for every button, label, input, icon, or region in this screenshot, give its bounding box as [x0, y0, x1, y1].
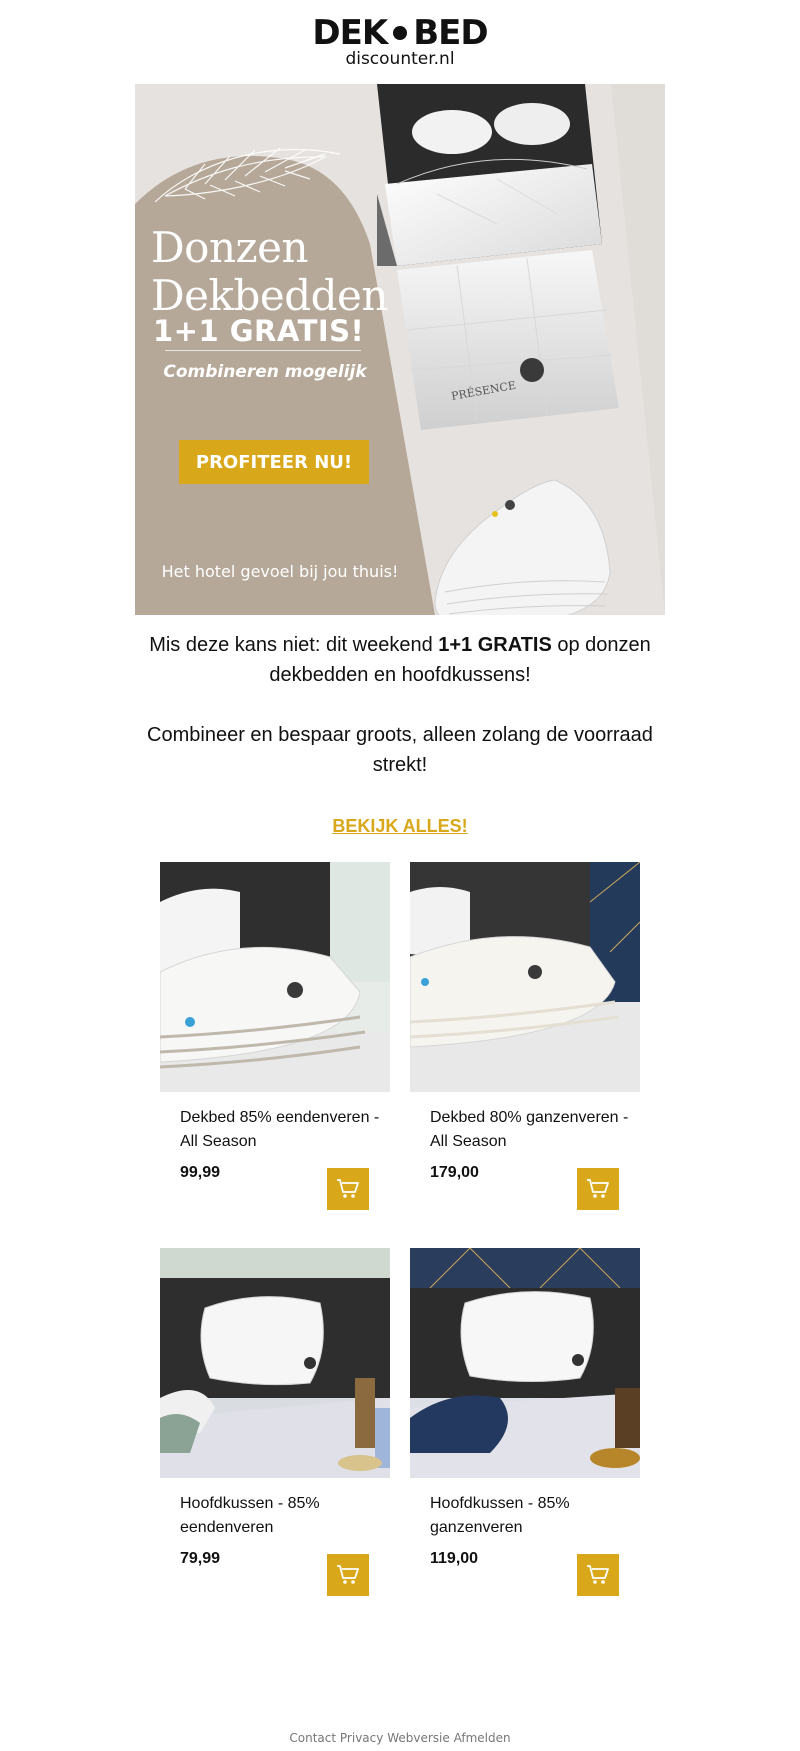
product-name[interactable]: Dekbed 85% eendenveren - All Season	[180, 1109, 380, 1150]
intro-line1-end: op donzen dekbedden en hoofdkussens!	[269, 634, 651, 686]
intro-line1-start: Mis deze kans niet: dit weekend	[149, 634, 439, 656]
hero-combine-text: Combineren mogelijk	[163, 362, 367, 382]
product-price: 119,00	[430, 1550, 479, 1567]
logo-dot-icon	[393, 26, 407, 40]
hero-banner[interactable]	[135, 84, 665, 615]
cart-icon	[586, 1178, 610, 1200]
logo-subtitle: discounter.nl	[345, 49, 455, 69]
cart-icon	[586, 1564, 610, 1586]
hero-title-line1: Donzen	[151, 223, 309, 272]
profiteer-button[interactable]: PROFITEER NU!	[179, 440, 369, 484]
product-name[interactable]: Dekbed 80% ganzenveren - All Season	[430, 1109, 629, 1150]
hero-tagline: Het hotel gevoel bij jou thuis!	[161, 562, 399, 581]
hero-title-line2: Dekbedden	[151, 271, 388, 320]
product-image[interactable]	[410, 1248, 640, 1478]
logo-text-left: DEK	[312, 13, 388, 53]
view-all-link[interactable]: BEKIJK ALLES!	[332, 816, 468, 836]
svg-text:PRÉSENCE: PRÉSENCE	[450, 378, 517, 403]
cart-icon	[336, 1178, 360, 1200]
intro-line1-bold: 1+1 GRATIS	[438, 634, 552, 656]
logo-text-right: BED	[413, 13, 488, 53]
brand-logo[interactable]	[0, 13, 800, 69]
logo-wordmark	[312, 13, 488, 53]
hero-divider	[165, 350, 361, 351]
view-all-container	[0, 816, 800, 837]
product-card[interactable]	[410, 862, 640, 1181]
footer-unsubscribe-link[interactable]: Afmelden	[453, 1731, 511, 1745]
add-to-cart-button[interactable]	[577, 1168, 619, 1210]
intro-text	[140, 630, 660, 780]
product-image[interactable]	[410, 862, 640, 1092]
hero-photo-bed	[377, 84, 602, 266]
product-name[interactable]: Hoofdkussen - 85% ganzenveren	[430, 1495, 570, 1536]
cart-icon	[336, 1564, 360, 1586]
add-to-cart-button[interactable]	[577, 1554, 619, 1596]
hero-title	[151, 224, 388, 320]
footer-contact-link[interactable]: Contact	[289, 1731, 337, 1745]
footer-links	[0, 1731, 800, 1745]
intro-line2: Combineer en bespaar groots, alleen zolang de voorraad strekt!	[147, 724, 653, 776]
hero-photo-duvet	[397, 250, 619, 430]
footer-webversion-link[interactable]: Webversie	[387, 1731, 450, 1745]
intro-line1	[140, 630, 660, 690]
product-image[interactable]	[160, 1248, 390, 1478]
product-image[interactable]	[160, 862, 390, 1092]
hero-photo-folded	[435, 480, 610, 615]
add-to-cart-button[interactable]	[327, 1554, 369, 1596]
footer-privacy-link[interactable]: Privacy	[339, 1731, 384, 1745]
product-price: 179,00	[430, 1164, 479, 1181]
hero-offer: 1+1 GRATIS!	[153, 314, 365, 348]
product-price: 99,99	[180, 1164, 221, 1181]
product-card[interactable]	[410, 1248, 640, 1567]
product-price: 79,99	[180, 1550, 221, 1567]
product-card[interactable]	[160, 1248, 390, 1567]
product-name[interactable]: Hoofdkussen - 85% eendenveren	[180, 1495, 320, 1536]
add-to-cart-button[interactable]	[327, 1168, 369, 1210]
product-card[interactable]	[160, 862, 390, 1181]
